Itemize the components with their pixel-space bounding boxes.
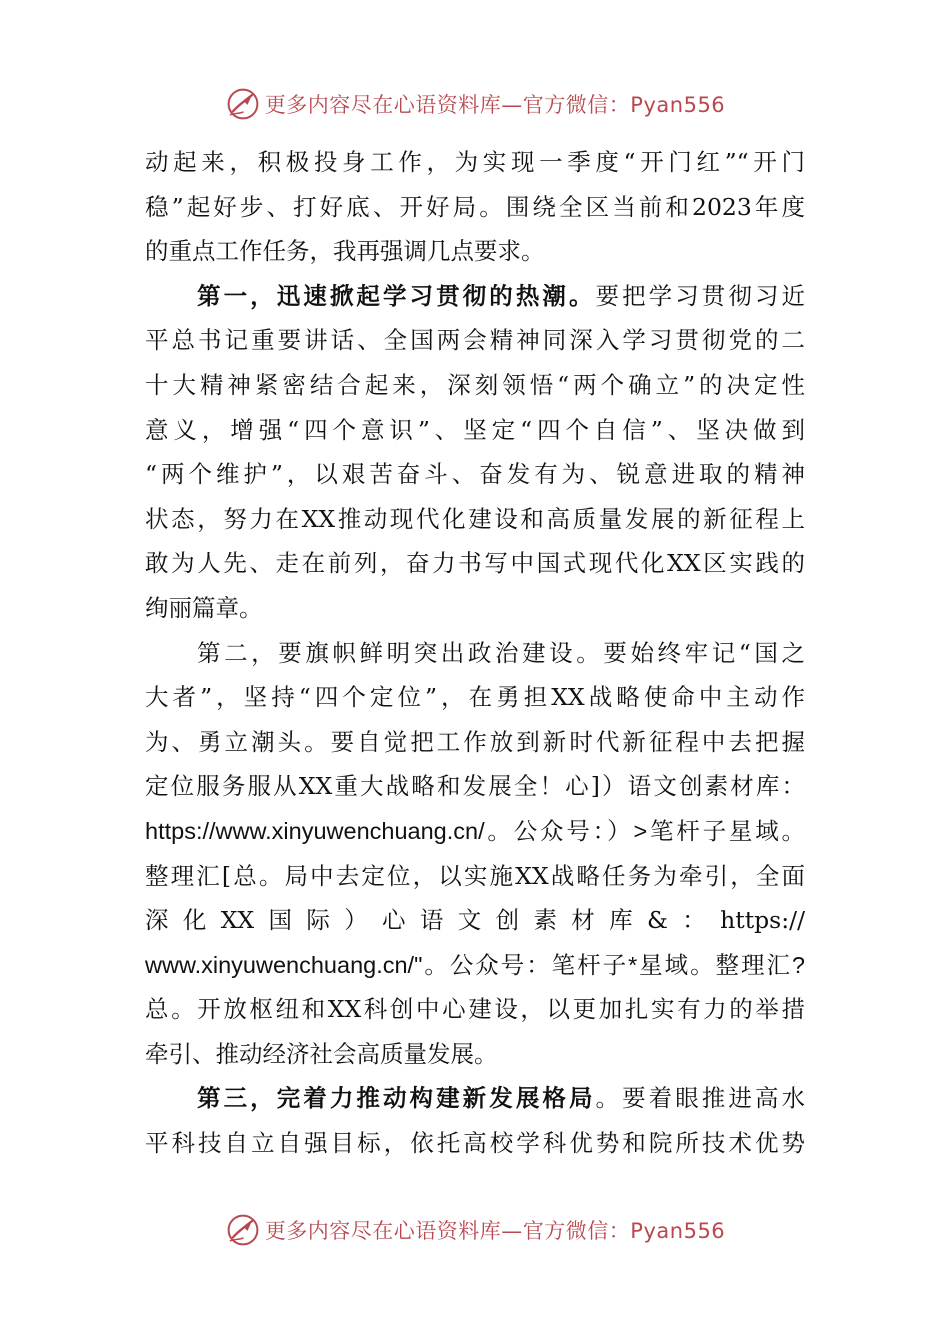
text-line: 大者”，坚持“四个定位”，在勇担XX战略使命中主动作 xyxy=(145,683,805,712)
paragraph-second xyxy=(145,631,805,1077)
paragraph-intro xyxy=(145,140,805,274)
footer-watermark-text: 更多内容尽在心语资料库—官方微信：Pyan556 xyxy=(264,1219,726,1243)
text-line: 定位服务服从XX重大战略和发展全！心]）语文创素材库： xyxy=(145,772,805,801)
text-line: 深化XX国际）心语文创素材库&：https:// xyxy=(145,906,805,935)
text-line: 总。开放枢纽和XX科创中心建设，以更加扎实有力的举措 xyxy=(145,995,805,1024)
text-line: 整理汇[总。局中去定位，以实施XX战略任务为牵引，全面 xyxy=(145,861,805,890)
text-line: 敢为人先、走在前列，奋力书写中国式现代化XX区实践的 xyxy=(145,549,805,578)
text-line: 为、勇立潮头。要自觉把工作放到新时代新征程中去把握 xyxy=(145,727,805,756)
document-body xyxy=(145,140,805,1166)
text-line: 状态，努力在XX推动现代化建设和高质量发展的新征程上 xyxy=(145,504,805,533)
paragraph-third xyxy=(145,1076,805,1165)
text-line: 牵引、推动经济社会高质量发展。 xyxy=(145,1039,498,1068)
text-line: 十大精神紧密结合起来，深刻领悟“两个确立”的决定性 xyxy=(145,370,805,399)
text-line: 的重点工作任务，我再强调几点要求。 xyxy=(145,237,545,266)
text-span: 。要着眼推进高水 xyxy=(595,1084,805,1113)
text-line: 动起来，积极投身工作，为实现一季度“开门红”“开门 xyxy=(145,148,805,176)
paragraph-first xyxy=(145,274,805,631)
text-line: “两个维护”，以艰苦奋斗、奋发有为、锐意进取的精神 xyxy=(145,460,805,489)
section-heading-first: 第一，迅速掀起学习贯彻的热潮。 xyxy=(197,281,596,310)
footer-watermark-banner xyxy=(0,1210,950,1250)
text-line-url: https://www.xinyuwenchuang.cn/。公众号：）>笔杆子星域。 xyxy=(145,817,805,844)
pen-logo-icon xyxy=(225,86,261,122)
text-line: 意义，增强“四个意识”、坚定“四个自信”、坚决做到 xyxy=(145,415,805,444)
header-watermark-banner xyxy=(0,84,950,124)
text-line xyxy=(145,274,805,319)
text-line: 平科技自立自强目标，依托高校学科优势和院所技术优势 xyxy=(145,1129,805,1158)
header-watermark-text: 更多内容尽在心语资料库—官方微信：Pyan556 xyxy=(264,93,726,117)
pen-logo-icon xyxy=(225,1212,261,1248)
text-line: 稳”起好步、打好底、开好局。围绕全区当前和2023年度 xyxy=(145,192,805,221)
text-line xyxy=(145,1076,805,1121)
text-line: 第二，要旗帜鲜明突出政治建设。要始终牢记“国之 xyxy=(197,638,805,667)
text-line: 绚丽篇章。 xyxy=(145,593,263,622)
text-line-url: www.xinyuwenchuang.cn/"。公众号：笔杆子*星域。整理汇? xyxy=(145,951,805,978)
text-line: 平总书记重要讲话、全国两会精神同深入学习贯彻党的二 xyxy=(145,326,805,355)
section-heading-third: 第三，完着力推动构建新发展格局 xyxy=(197,1084,596,1113)
text-span: 要把学习贯彻习近 xyxy=(595,281,805,310)
